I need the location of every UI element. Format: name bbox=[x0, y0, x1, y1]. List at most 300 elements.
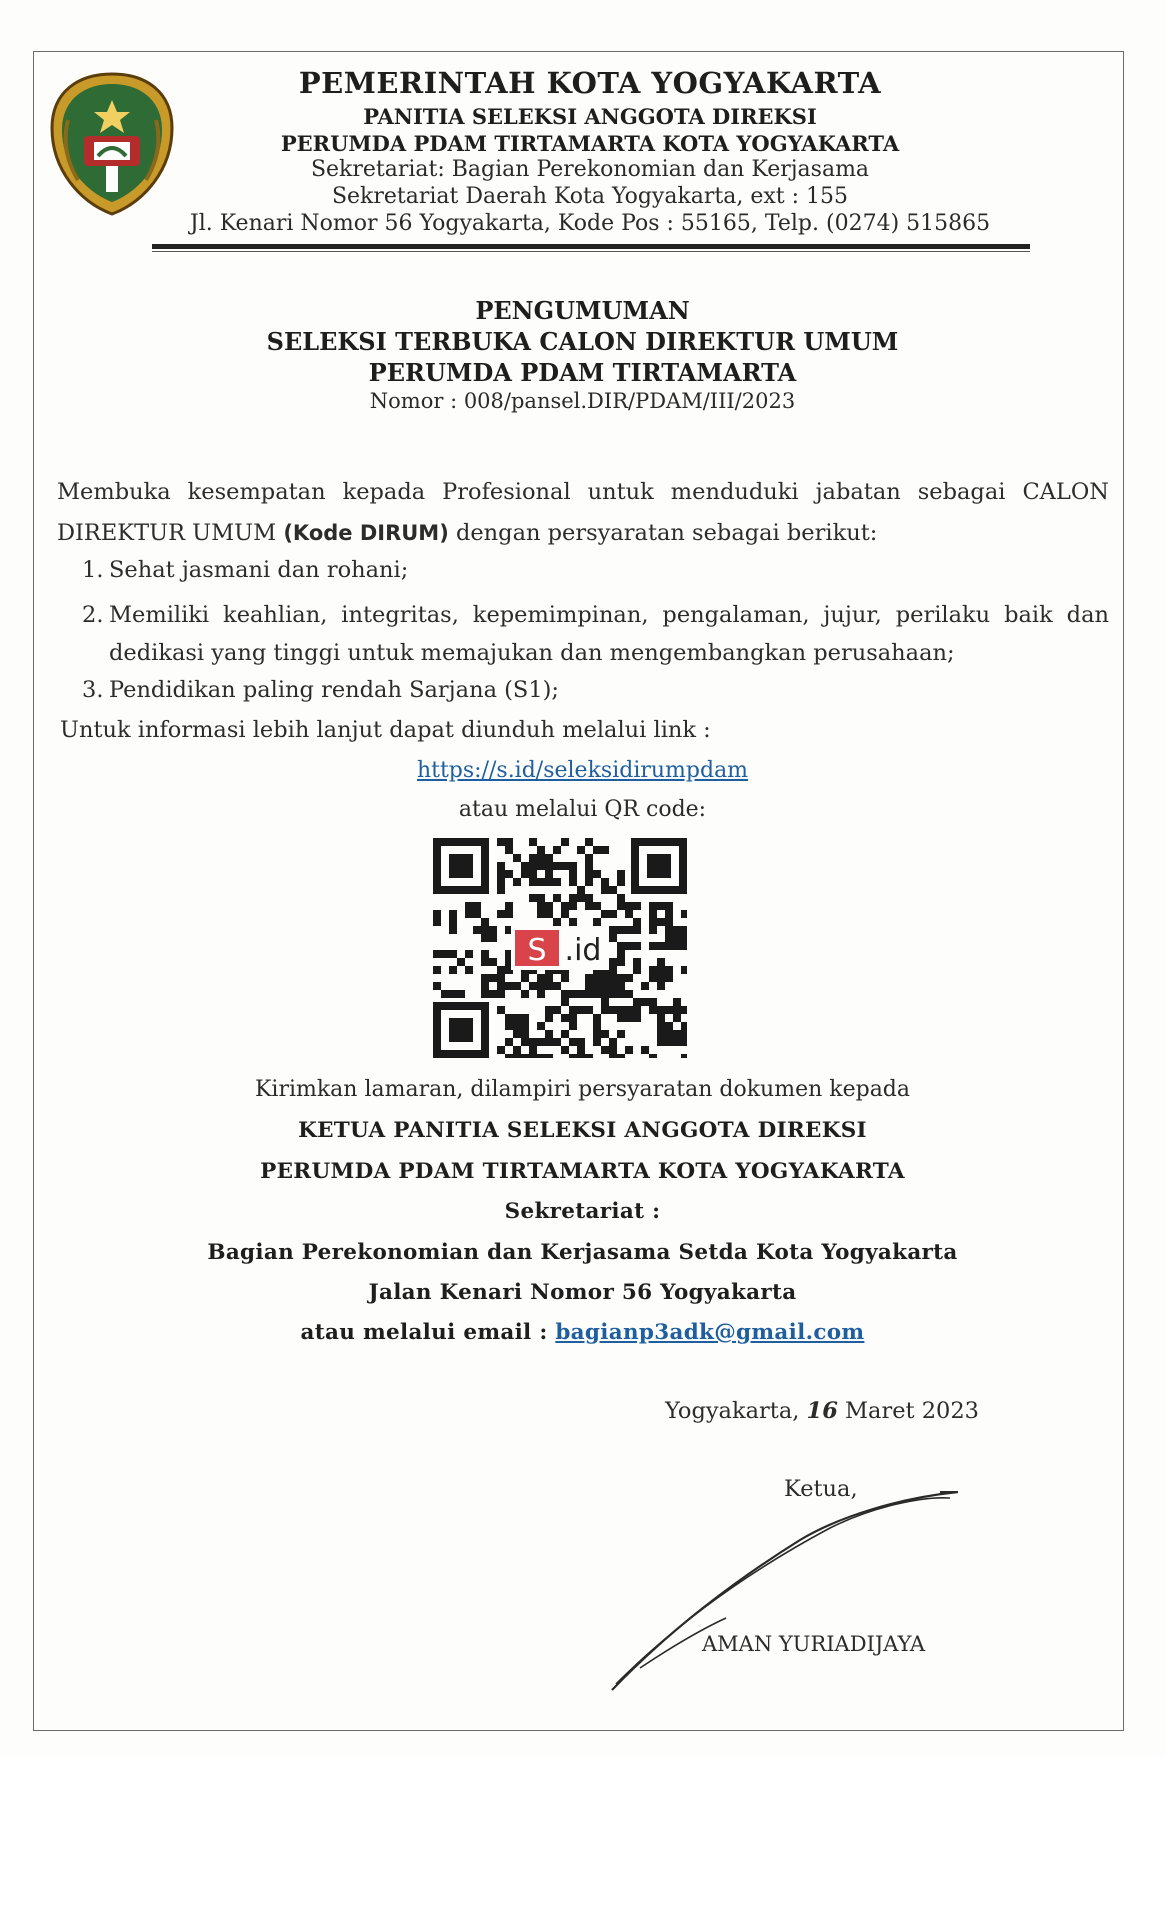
qr-module bbox=[601, 1006, 609, 1014]
qr-module bbox=[593, 918, 601, 926]
qr-module bbox=[657, 1006, 665, 1014]
qr-module bbox=[481, 974, 489, 982]
qr-module bbox=[497, 990, 505, 998]
qr-module bbox=[617, 1006, 625, 1014]
qr-module bbox=[497, 1006, 505, 1014]
qr-module bbox=[529, 862, 537, 870]
qr-module bbox=[465, 950, 473, 958]
qr-module bbox=[633, 1014, 641, 1022]
qr-module bbox=[561, 838, 569, 846]
qr-module bbox=[465, 966, 473, 974]
qr-module bbox=[625, 1006, 633, 1014]
qr-module bbox=[561, 974, 569, 982]
qr-module bbox=[673, 942, 681, 950]
qr-module bbox=[449, 910, 457, 918]
qr-module bbox=[521, 974, 529, 982]
qr-module bbox=[537, 910, 545, 918]
qr-module bbox=[569, 894, 577, 902]
requirement-1-text: Sehat jasmani dan rohani; bbox=[109, 557, 409, 583]
qr-module bbox=[465, 902, 473, 910]
qr-module bbox=[561, 902, 569, 910]
qr-module bbox=[537, 974, 545, 982]
qr-module bbox=[537, 854, 545, 862]
qr-module bbox=[617, 878, 625, 886]
qr-module bbox=[601, 982, 609, 990]
qr-module bbox=[681, 1006, 687, 1014]
qr-module bbox=[673, 934, 681, 942]
qr-module bbox=[665, 942, 673, 950]
qr-module bbox=[673, 926, 681, 934]
qr-module bbox=[585, 878, 593, 886]
qr-module bbox=[657, 1014, 665, 1022]
qr-module bbox=[617, 950, 625, 958]
qr-module bbox=[545, 862, 553, 870]
qr-module bbox=[609, 886, 617, 894]
qr-module bbox=[553, 846, 561, 854]
qr-module bbox=[449, 950, 457, 958]
qr-module bbox=[617, 926, 625, 934]
qr-module bbox=[505, 1054, 513, 1058]
qr-module bbox=[609, 926, 617, 934]
qr-module bbox=[641, 1046, 649, 1054]
qr-module bbox=[673, 1006, 681, 1014]
qr-module bbox=[505, 846, 513, 854]
qr-module bbox=[649, 910, 657, 918]
qr-module bbox=[521, 870, 529, 878]
qr-module bbox=[609, 1054, 617, 1058]
qr-module bbox=[481, 990, 489, 998]
letterhead-secretariat-region: Sekretariat Daerah Kota Yogyakarta, ext : 155 bbox=[331, 184, 849, 209]
qr-module bbox=[561, 910, 569, 918]
qr-module bbox=[585, 1054, 593, 1058]
qr-module bbox=[569, 902, 577, 910]
qr-module bbox=[433, 982, 441, 990]
qr-module bbox=[617, 902, 625, 910]
qr-module bbox=[585, 894, 593, 902]
qr-module bbox=[681, 942, 687, 950]
qr-module bbox=[537, 894, 545, 902]
qr-module bbox=[609, 1038, 617, 1046]
qr-code[interactable] bbox=[433, 838, 687, 1058]
qr-module bbox=[505, 910, 513, 918]
qr-module bbox=[665, 966, 673, 974]
signatory-name: AMAN YURIADIJAYA bbox=[702, 1632, 925, 1656]
qr-module bbox=[593, 990, 601, 998]
qr-module bbox=[585, 902, 593, 910]
qr-module bbox=[577, 1046, 585, 1054]
qr-module bbox=[521, 862, 529, 870]
qr-module bbox=[521, 1038, 529, 1046]
place: Yogyakarta, bbox=[665, 1398, 807, 1424]
qr-module bbox=[449, 990, 457, 998]
qr-module bbox=[657, 958, 665, 966]
qr-module bbox=[585, 982, 593, 990]
qr-module bbox=[577, 1054, 585, 1058]
qr-module bbox=[657, 974, 665, 982]
qr-module bbox=[545, 1054, 553, 1058]
qr-module bbox=[665, 1006, 673, 1014]
qr-module bbox=[561, 862, 569, 870]
qr-module bbox=[433, 950, 441, 958]
qr-module bbox=[657, 982, 665, 990]
qr-module bbox=[545, 910, 553, 918]
letterhead-company: PERUMDA PDAM TIRTAMARTA KOTA YOGYAKARTA bbox=[280, 131, 900, 156]
handwritten-signature bbox=[600, 1480, 970, 1700]
qr-module bbox=[601, 1030, 609, 1038]
qr-module bbox=[473, 926, 481, 934]
qr-module bbox=[633, 966, 641, 974]
qr-module bbox=[641, 998, 649, 1006]
qr-module bbox=[449, 926, 457, 934]
qr-module bbox=[577, 886, 585, 894]
qr-module bbox=[665, 974, 673, 982]
qr-module bbox=[545, 982, 553, 990]
qr-module bbox=[465, 910, 473, 918]
qr-module bbox=[633, 942, 641, 950]
qr-module bbox=[617, 1054, 625, 1058]
qr-module bbox=[609, 966, 617, 974]
qr-module bbox=[481, 958, 489, 966]
submission-address: Jalan Kenari Nomor 56 Yogyakarta bbox=[368, 1280, 797, 1305]
qr-module bbox=[505, 982, 513, 990]
requirement-2-text-line-2: dedikasi yang tinggi untuk memajukan dan mengembangkan perusahaan; bbox=[109, 640, 955, 666]
qr-module bbox=[553, 862, 561, 870]
qr-module bbox=[665, 902, 673, 910]
qr-module bbox=[433, 966, 441, 974]
letterhead-committee: PANITIA SELEKSI ANGGOTA DIREKSI bbox=[363, 104, 817, 129]
qr-module bbox=[561, 1014, 569, 1022]
qr-module bbox=[681, 1030, 687, 1038]
qr-module bbox=[489, 926, 497, 934]
requirement-3-number: 3. bbox=[82, 677, 104, 703]
qr-module bbox=[505, 1038, 513, 1046]
qr-module bbox=[561, 998, 569, 1006]
qr-module bbox=[545, 1006, 553, 1014]
qr-module bbox=[497, 870, 505, 878]
qr-logo-s: S bbox=[527, 933, 547, 968]
qr-module bbox=[569, 870, 577, 878]
qr-module bbox=[505, 1014, 513, 1022]
qr-module bbox=[585, 990, 593, 998]
month-year: Maret 2023 bbox=[837, 1398, 979, 1424]
qr-module bbox=[609, 958, 617, 966]
qr-module bbox=[609, 910, 617, 918]
qr-module bbox=[497, 886, 505, 894]
qr-module bbox=[553, 1038, 561, 1046]
qr-module bbox=[625, 1046, 633, 1054]
qr-module bbox=[593, 1030, 601, 1038]
qr-module bbox=[545, 902, 553, 910]
qr-module bbox=[665, 1038, 673, 1046]
qr-module bbox=[665, 1022, 673, 1030]
qr-module bbox=[529, 1046, 537, 1054]
announcement-title: PENGUMUMAN bbox=[475, 296, 690, 325]
intro-line-2-end: dengan persyaratan sebagai berikut: bbox=[448, 520, 878, 546]
qr-module bbox=[529, 982, 537, 990]
qr-module bbox=[489, 990, 497, 998]
qr-module bbox=[545, 870, 553, 878]
qr-module bbox=[593, 846, 601, 854]
qr-module bbox=[601, 974, 609, 982]
qr-module bbox=[585, 838, 593, 846]
qr-module bbox=[593, 974, 601, 982]
email-prefix: atau melalui email : bbox=[300, 1320, 556, 1345]
qr-module bbox=[593, 870, 601, 878]
qr-module bbox=[585, 974, 593, 982]
qr-module bbox=[513, 1030, 521, 1038]
qr-module bbox=[665, 1030, 673, 1038]
qr-module bbox=[441, 990, 449, 998]
qr-module bbox=[497, 878, 505, 886]
submission-company: PERUMDA PDAM TIRTAMARTA KOTA YOGYAKARTA bbox=[260, 1159, 905, 1184]
qr-module bbox=[497, 974, 505, 982]
qr-module bbox=[529, 878, 537, 886]
qr-module bbox=[657, 1038, 665, 1046]
qr-module bbox=[665, 910, 673, 918]
qr-module bbox=[529, 1054, 537, 1058]
qr-module bbox=[569, 1038, 577, 1046]
qr-module bbox=[673, 1014, 681, 1022]
qr-module bbox=[481, 982, 489, 990]
qr-module bbox=[657, 918, 665, 926]
info-link[interactable]: https://s.id/seleksidirumpdam bbox=[416, 758, 749, 783]
qr-module bbox=[649, 942, 657, 950]
qr-module bbox=[625, 902, 633, 910]
qr-module bbox=[513, 1054, 521, 1058]
qr-module bbox=[649, 918, 657, 926]
qr-module bbox=[681, 926, 687, 934]
qr-module bbox=[633, 958, 641, 966]
submission-intro: Kirimkan lamaran, dilampiri persyaratan dokumen kepada bbox=[254, 1077, 911, 1102]
qr-module bbox=[505, 838, 513, 846]
qr-module bbox=[633, 1006, 641, 1014]
submission-secretariat-label: Sekretariat : bbox=[504, 1199, 661, 1224]
qr-module bbox=[457, 990, 465, 998]
qr-module bbox=[553, 894, 561, 902]
qr-module bbox=[657, 1030, 665, 1038]
qr-module bbox=[561, 1046, 569, 1054]
qr-module bbox=[665, 934, 673, 942]
letterhead-secretariat: Sekretariat: Bagian Perekonomian dan Kerjasama bbox=[310, 157, 870, 182]
qr-module bbox=[433, 918, 441, 926]
qr-module bbox=[617, 974, 625, 982]
qr-module bbox=[681, 1038, 687, 1046]
email-link[interactable]: bagianp3adk@gmail.com bbox=[555, 1320, 865, 1345]
qr-module bbox=[625, 1014, 633, 1022]
submission-recipient: KETUA PANITIA SELEKSI ANGGOTA DIREKSI bbox=[298, 1118, 867, 1143]
place-date bbox=[665, 1398, 979, 1424]
qr-module bbox=[681, 1054, 687, 1058]
qr-module bbox=[601, 910, 609, 918]
qr-module bbox=[505, 870, 513, 878]
qr-module bbox=[665, 918, 673, 926]
qr-module bbox=[633, 902, 641, 910]
qr-module bbox=[673, 1038, 681, 1046]
qr-module bbox=[553, 982, 561, 990]
qr-module bbox=[497, 862, 505, 870]
announcement-subtitle: SELEKSI TERBUKA CALON DIREKTUR UMUM bbox=[266, 327, 899, 356]
qr-module bbox=[521, 1054, 529, 1058]
qr-module bbox=[513, 878, 521, 886]
qr-module bbox=[569, 1054, 577, 1058]
qr-module bbox=[657, 966, 665, 974]
qr-module bbox=[625, 974, 633, 982]
intro-line-2 bbox=[57, 520, 877, 546]
qr-module bbox=[513, 854, 521, 862]
qr-module bbox=[449, 918, 457, 926]
qr-module bbox=[585, 862, 593, 870]
qr-module bbox=[497, 966, 505, 974]
letterhead-government: PEMERINTAH KOTA YOGYAKARTA bbox=[298, 66, 882, 100]
qr-module bbox=[609, 990, 617, 998]
qr-module bbox=[441, 950, 449, 958]
qr-module bbox=[505, 902, 513, 910]
qr-module bbox=[649, 926, 657, 934]
qr-module bbox=[609, 1006, 617, 1014]
qr-logo-id: .id bbox=[564, 933, 602, 968]
qr-module bbox=[521, 1022, 529, 1030]
qr-module bbox=[625, 990, 633, 998]
qr-module bbox=[561, 990, 569, 998]
qr-module bbox=[601, 990, 609, 998]
requirement-1-number: 1. bbox=[82, 557, 104, 583]
qr-module bbox=[489, 934, 497, 942]
qr-module bbox=[537, 846, 545, 854]
submission-email-row bbox=[0, 1320, 1165, 1345]
qr-caption: atau melalui QR code: bbox=[458, 797, 707, 822]
requirement-2-text-line-1: Memiliki keahlian, integritas, kepemimpinan, pengalaman, jujur, perilaku baik dan bbox=[109, 602, 1109, 628]
qr-module bbox=[593, 1014, 601, 1022]
qr-module bbox=[545, 974, 553, 982]
qr-module bbox=[537, 902, 545, 910]
qr-module bbox=[649, 998, 657, 1006]
qr-module bbox=[649, 966, 657, 974]
qr-module bbox=[577, 1038, 585, 1046]
qr-module bbox=[521, 1014, 529, 1022]
qr-module bbox=[601, 878, 609, 886]
qr-module bbox=[577, 846, 585, 854]
qr-module bbox=[617, 1014, 625, 1022]
qr-module bbox=[481, 918, 489, 926]
qr-module bbox=[481, 950, 489, 958]
qr-module bbox=[649, 1006, 657, 1014]
qr-module bbox=[529, 1038, 537, 1046]
qr-module bbox=[545, 1014, 553, 1022]
signatory-role: Ketua, bbox=[784, 1476, 858, 1502]
qr-module bbox=[585, 870, 593, 878]
job-code: (Kode DIRUM) bbox=[283, 521, 449, 545]
qr-module bbox=[641, 982, 649, 990]
qr-module bbox=[481, 934, 489, 942]
intro-line-2-text: DIREKTUR UMUM bbox=[57, 520, 284, 546]
qr-module bbox=[497, 1046, 505, 1054]
qr-module bbox=[609, 1046, 617, 1054]
qr-module bbox=[585, 854, 593, 862]
qr-module bbox=[601, 846, 609, 854]
qr-module bbox=[633, 926, 641, 934]
qr-module bbox=[617, 870, 625, 878]
qr-module bbox=[601, 886, 609, 894]
qr-module bbox=[625, 910, 633, 918]
qr-module bbox=[577, 990, 585, 998]
qr-module bbox=[601, 998, 609, 1006]
qr-module bbox=[601, 1046, 609, 1054]
qr-module bbox=[657, 1022, 665, 1030]
qr-module bbox=[513, 982, 521, 990]
qr-module bbox=[521, 1030, 529, 1038]
qr-module bbox=[537, 990, 545, 998]
qr-module bbox=[513, 1046, 521, 1054]
qr-module bbox=[433, 910, 441, 918]
qr-module bbox=[681, 1022, 687, 1030]
qr-module bbox=[545, 878, 553, 886]
qr-module bbox=[577, 894, 585, 902]
qr-module bbox=[513, 1014, 521, 1022]
qr-module bbox=[545, 1030, 553, 1038]
qr-module bbox=[681, 910, 687, 918]
qr-module bbox=[449, 966, 457, 974]
qr-module bbox=[569, 1014, 577, 1022]
letterhead-divider-thin bbox=[152, 251, 1030, 252]
qr-module bbox=[617, 894, 625, 902]
intro-line-1: Membuka kesempatan kepada Profesional untuk menduduki jabatan sebagai CALON bbox=[57, 479, 1109, 505]
qr-module bbox=[537, 1038, 545, 1046]
date-day: 16 bbox=[806, 1398, 838, 1424]
qr-module bbox=[577, 1006, 585, 1014]
qr-module bbox=[569, 990, 577, 998]
qr-module bbox=[553, 918, 561, 926]
qr-module bbox=[617, 990, 625, 998]
qr-module bbox=[537, 878, 545, 886]
info-text: Untuk informasi lebih lanjut dapat diunduh melalui link : bbox=[60, 717, 711, 743]
requirement-2-number: 2. bbox=[82, 602, 104, 628]
qr-module bbox=[569, 878, 577, 886]
qr-module bbox=[489, 958, 497, 966]
qr-module bbox=[617, 982, 625, 990]
requirement-3-text: Pendidikan paling rendah Sarjana (S1); bbox=[109, 677, 559, 703]
announcement-number: Nomor : 008/pansel.DIR/PDAM/III/2023 bbox=[369, 389, 796, 413]
qr-module bbox=[537, 982, 545, 990]
qr-module bbox=[529, 870, 537, 878]
qr-module bbox=[593, 982, 601, 990]
qr-module bbox=[553, 1006, 561, 1014]
info-link-row bbox=[0, 758, 1165, 783]
qr-module bbox=[681, 934, 687, 942]
qr-module bbox=[521, 990, 529, 998]
qr-module bbox=[529, 854, 537, 862]
qr-module bbox=[617, 958, 625, 966]
qr-module bbox=[585, 1006, 593, 1014]
qr-module bbox=[497, 838, 505, 846]
qr-module bbox=[529, 894, 537, 902]
qr-module bbox=[609, 982, 617, 990]
qr-module bbox=[681, 966, 687, 974]
letterhead-address: Jl. Kenari Nomor 56 Yogyakarta, Kode Pos : 55165, Telp. (0274) 515865 bbox=[189, 211, 991, 236]
qr-module bbox=[569, 1006, 577, 1014]
announcement-company: PERUMDA PDAM TIRTAMARTA bbox=[368, 358, 797, 387]
qr-module bbox=[513, 1022, 521, 1030]
qr-module bbox=[665, 926, 673, 934]
qr-module bbox=[593, 902, 601, 910]
qr-module bbox=[537, 1054, 545, 1058]
qr-module bbox=[561, 1030, 569, 1038]
qr-module bbox=[497, 982, 505, 990]
qr-module bbox=[529, 838, 537, 846]
qr-module bbox=[545, 1038, 553, 1046]
qr-module bbox=[553, 878, 561, 886]
qr-module bbox=[649, 902, 657, 910]
qr-module bbox=[649, 1054, 657, 1058]
